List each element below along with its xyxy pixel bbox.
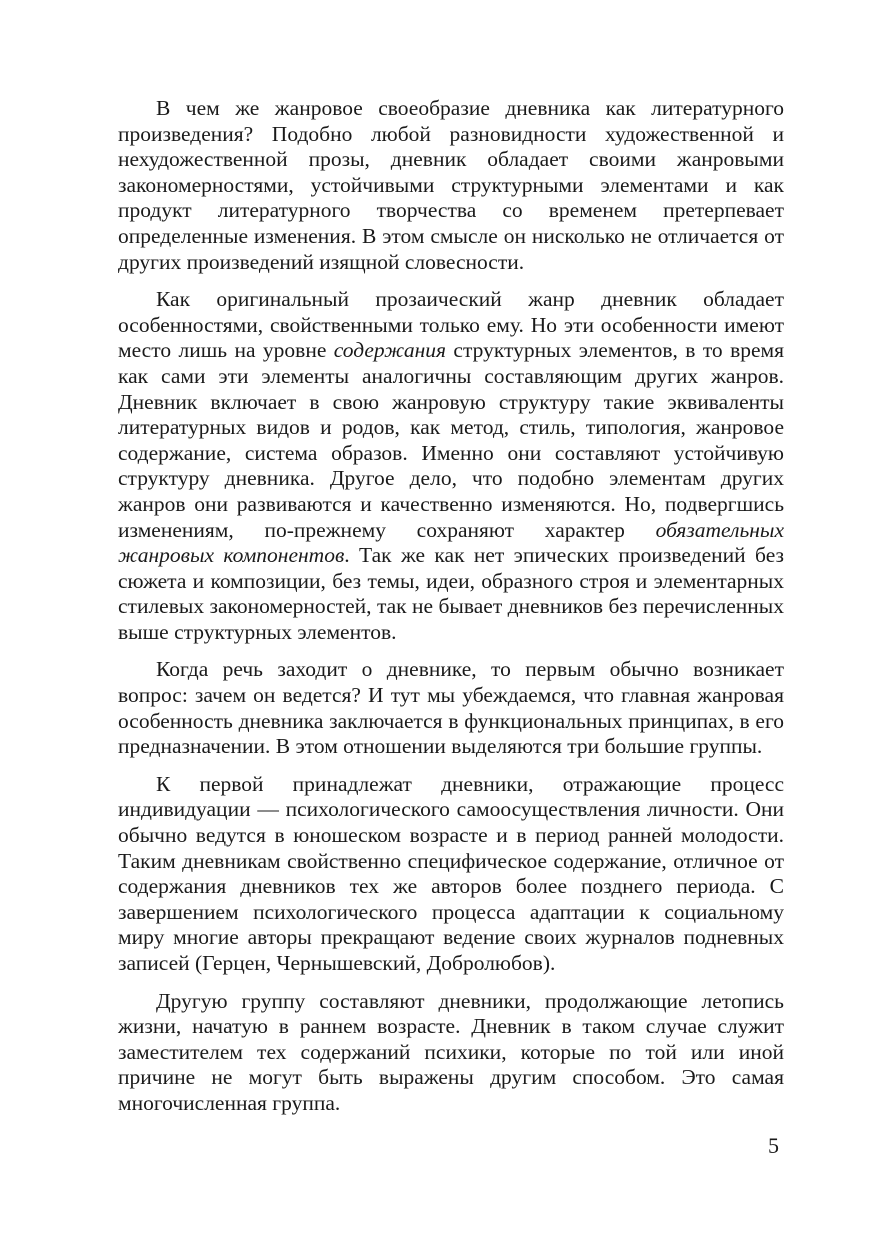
paragraph-2-italic-components: обязательных жанровых компонентов [118,517,784,568]
page-body [118,96,784,1117]
paragraph-5 [118,989,784,1117]
paragraph-3 [118,657,784,759]
paragraph-2-text-b: структурных элементов, в то время как сами эти элементы аналогичны составляющим других жанров. Дневник включает в свою жанровую структуру такие эквиваленты литературных видов и родов, как метод, стиль, типология, жанровое содержание, система образов. Именно они составляют устойчивую структуру дневника. Другое дело, что подобно элементам других жанров они развиваются и качественно изменяются. Но, подвергшись изменениям, по-прежнему сохраняют характер [118,338,785,542]
paragraph-4-text: К первой принадлежат дневники, отражающие процесс индивидуации — психологического самоосуществления личности. Они обычно ведутся в юношеском возрасте и в период ранней молодости. Таким дневникам свойственно специфическое содержание, отличное от содержания дневников тех же авторов более позднего периода. С завершением психологического процесса адаптации к социальному миру многие авторы прекращают ведение своих журналов подневных записей (Герцен, Чернышевский, Добролюбов). [118,771,784,975]
page-number: 5 [768,1133,779,1158]
paragraph-1 [118,96,784,275]
paragraph-2 [118,287,784,645]
paragraph-5-text: Другую группу составляют дневники, продолжающие летопись жизни, начатую в раннем возрасте. Дневник в таком случае служит заместителем тех содержаний психики, которые по той или иной причине не могут быть выражены другим способом. Это самая многочисленная группа. [118,988,784,1115]
paragraph-3-text: Когда речь заходит о дневнике, то первым обычно возникает вопрос: зачем он ведется? И тут мы убеждаемся, что главная жанровая особенность дневника заключается в функциональных принципах, в его предназначении. В этом отношении выделяются три большие группы. [118,657,784,759]
paragraph-2-text-a: Как оригинальный прозаический жанр дневник обладает особенностями, свойственными только ему. Но эти особенности имеют место лишь на уровне [118,287,784,363]
paragraph-1-text: В чем же жанровое своеобразие дневника как литературного произведения? Подобно любой разновидности художественной и нехудожественной прозы, дневник обладает своими жанровыми закономерностями, устойчивыми структурными элементами и как продукт литературного творчества со временем претерпевает определенные изменения. В этом смысле он нисколько не отличается от других произведений изящной словесности. [118,96,784,274]
paragraph-2-text-c: . Так же как нет эпических произведений без сюжета и композиции, без темы, идеи, образного строя и элементарных стилевых закономерностей, так не бывает дневников без перечисленных выше структурных элементов. [118,543,784,644]
paragraph-4 [118,772,784,977]
paragraph-2-italic-content: содержания [333,338,447,363]
